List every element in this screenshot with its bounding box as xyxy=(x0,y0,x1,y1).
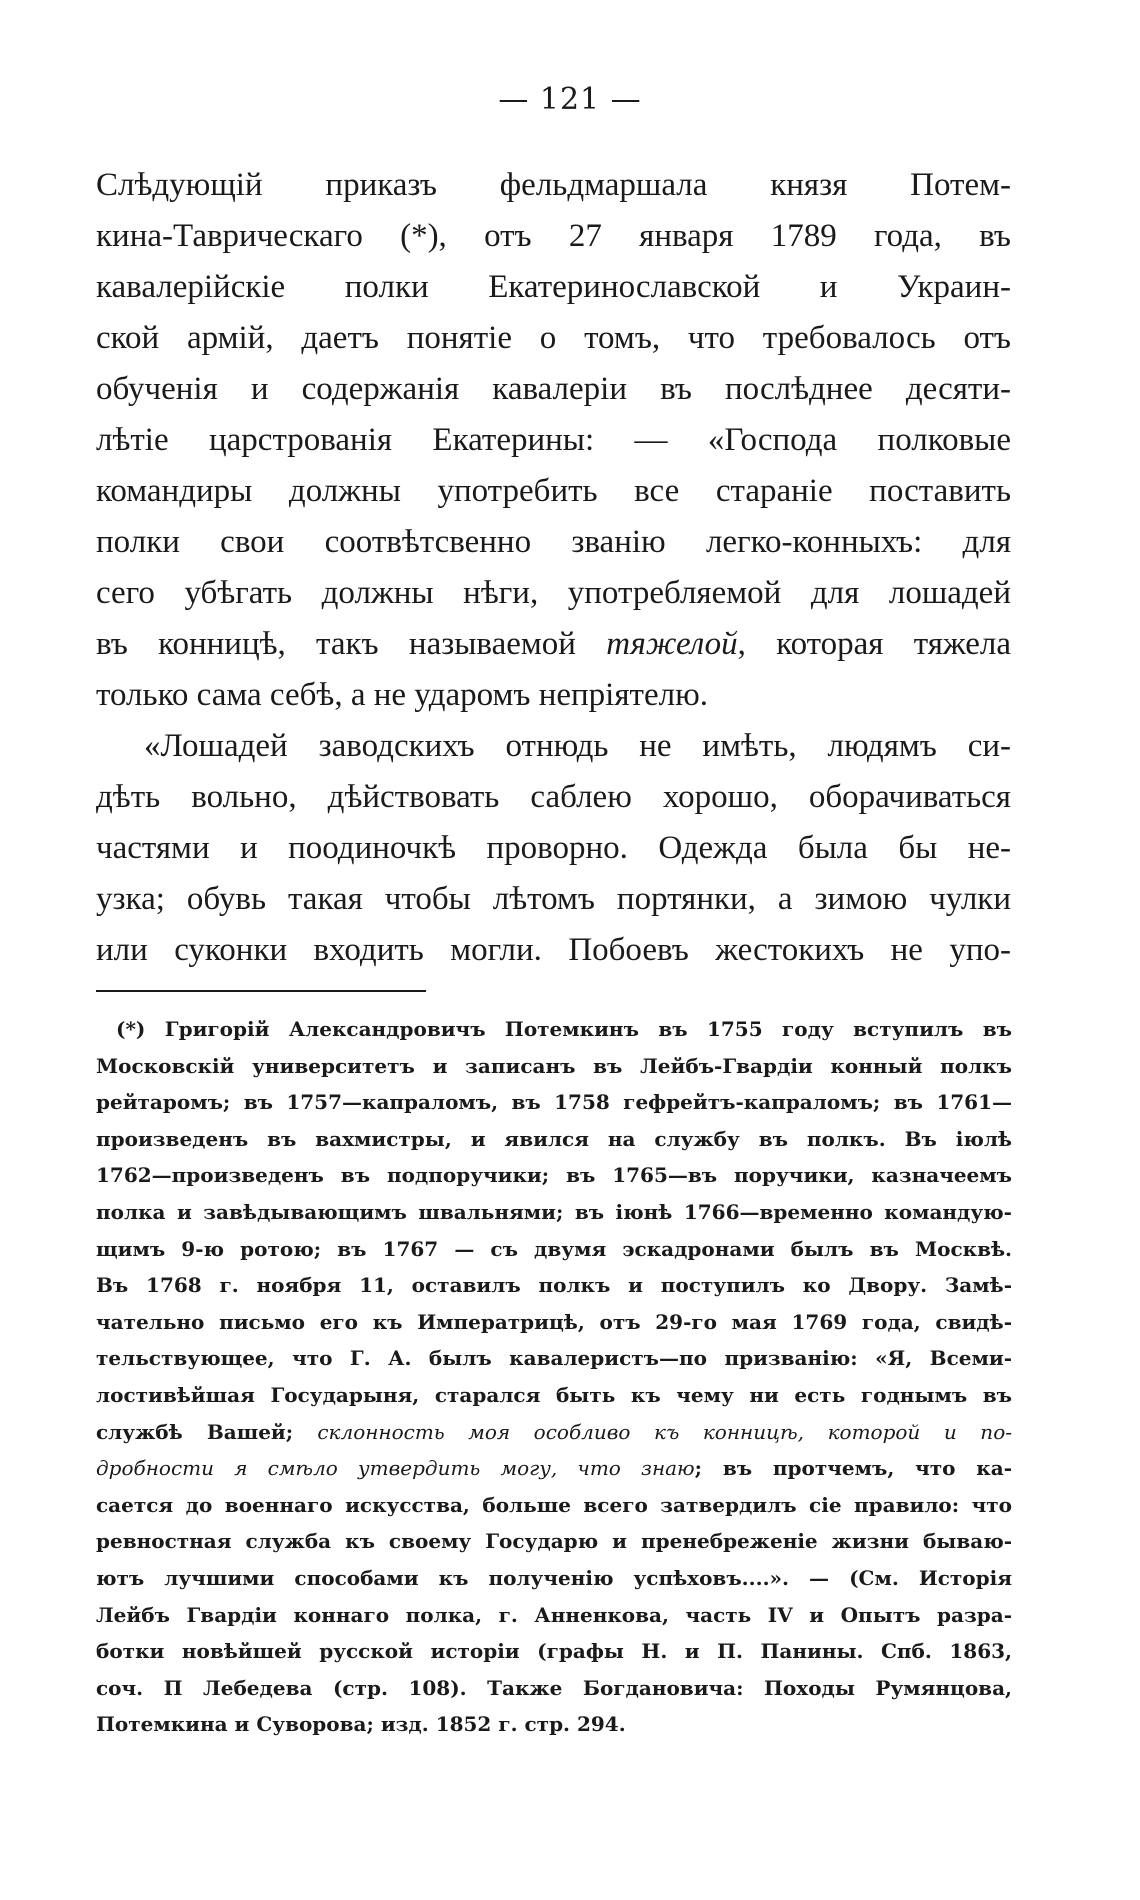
emphasis-word: тяжелой xyxy=(606,626,738,662)
text-line: или суконки входить могли. Побоевъ жестокихъ не упо- xyxy=(96,932,1011,968)
text-line: командиры должны употребить все стараніе поставить xyxy=(96,473,1011,509)
footnote-line: чательно письмо его къ Императрицѣ, отъ 29-го мая 1769 года, свидѣ- xyxy=(96,1309,1012,1334)
footnote-line: произведенъ въ вахмистры, и явился на службу въ полкъ. Въ іюлѣ xyxy=(96,1126,1012,1151)
page-number: — 121 — xyxy=(498,82,642,117)
main-text-block xyxy=(96,160,1011,976)
text-line: обученія и содержанія кавалеріи въ послѣднее десяти- xyxy=(96,371,1011,407)
text-segment: въ конницѣ, такъ называемой xyxy=(96,626,576,662)
footnote-line-with-emphasis xyxy=(96,1414,1012,1451)
text-line: лѣтіе царстрованія Екатерины: — «Господа полковые xyxy=(96,422,1011,458)
footnote-line: сается до военнаго искусства, больше всего затвердилъ сіе правило: что xyxy=(96,1492,1012,1517)
footnote-line: Лейбъ Гвардіи коннаго полка, г. Анненкова, часть IV и Опытъ разра- xyxy=(96,1602,1012,1627)
text-line: сего убѣгать должны нѣги, употребляемой для лошадей xyxy=(96,575,1011,611)
paragraph-start-line: «Лошадей заводскихъ отнюдь не имѣть, людямъ си- xyxy=(144,728,1011,764)
text-line: дѣть вольно, дѣйствовать саблею хорошо, оборачиваться xyxy=(96,779,1011,815)
footnote-line: Потемкина и Суворова; изд. 1852 г. стр. 294. xyxy=(96,1712,626,1737)
footnote-line: тельствующее, что Г. А. былъ кавалеристъ—по призванію: «Я, Всеми- xyxy=(96,1346,1012,1371)
text-segment: службѣ Вашей; xyxy=(96,1419,294,1444)
footnote-line: соч. П Лебедева (стр. 108). Также Богдановича: Походы Румянцова, xyxy=(96,1675,1012,1700)
text-line: частями и поодиночкѣ проворно. Одежда была бы не- xyxy=(96,830,1011,866)
footnote-line: (*) Григорій Александровичъ Потемкинъ въ 1755 году вступилъ въ xyxy=(116,1017,1012,1041)
footnote-line: полка и завѣдывающимъ швальнями; въ іюнѣ 1766—временно командую- xyxy=(96,1199,1012,1224)
footnote-block xyxy=(96,1011,1012,1743)
footnote-line: ревностная служба къ своему Государю и пренебреженіе жизни бываю- xyxy=(96,1529,1012,1554)
text-line: узка; обувь такая чтобы лѣтомъ портянки, а зимою чулки xyxy=(96,881,1011,917)
text-segment: ; въ протчемъ, что ка- xyxy=(694,1456,1012,1481)
footnote-line: Московскій университетъ и записанъ въ Лейбъ-Гвардіи конный полкъ xyxy=(96,1053,1012,1078)
footnote-line: щимъ 9-ю ротою; въ 1767 — съ двумя эскадронами былъ въ Москвѣ. xyxy=(96,1236,1012,1261)
footnote-line-with-emphasis xyxy=(96,1450,1012,1487)
emphasis-quote: склонность моя особливо къ конницѣ, которой и по- xyxy=(317,1419,1012,1444)
footnote-divider xyxy=(96,990,426,992)
text-line: Слѣдующій приказъ фельдмаршала князя Потем- xyxy=(96,167,1011,203)
text-line: ской армій, даетъ понятіе о томъ, что требовалось отъ xyxy=(96,320,1011,356)
footnote-line: лостивѣйшая Государыня, старался быть къ чему ни есть годнымъ въ xyxy=(96,1382,1012,1407)
text-line: только сама себѣ, а не ударомъ непріятелю. xyxy=(96,677,708,713)
text-line: полки свои соотвѣтсвенно званію легко-конныхъ: для xyxy=(96,524,1011,560)
text-line: кавалерійскіе полки Екатеринославской и Украин- xyxy=(96,269,1011,305)
text-line-with-emphasis xyxy=(96,619,1011,670)
footnote-line: рейтаромъ; въ 1757—капраломъ, въ 1758 гефрейтъ-капраломъ; въ 1761— xyxy=(96,1090,1012,1115)
footnote-line: ютъ лучшими способами къ полученію успѣховъ....». — (См. Исторія xyxy=(96,1565,1012,1590)
footnote-line: 1762—произведенъ въ подпоручики; въ 1765—въ поручики, казначеемъ xyxy=(96,1163,1012,1188)
emphasis-quote: дробности я смѣло утвердить могу, что знаю xyxy=(96,1456,695,1481)
footnote-line: Въ 1768 г. ноября 11, оставилъ полкъ и поступилъ ко Двору. Замѣ- xyxy=(96,1273,1012,1298)
text-line: кина-Таврическаго (*), отъ 27 января 1789 года, въ xyxy=(96,218,1011,254)
text-segment: , которая тяжела xyxy=(737,626,1012,662)
footnote-line: ботки новѣйшей русской исторіи (графы Н. и П. Панины. Спб. 1863, xyxy=(96,1639,1012,1664)
